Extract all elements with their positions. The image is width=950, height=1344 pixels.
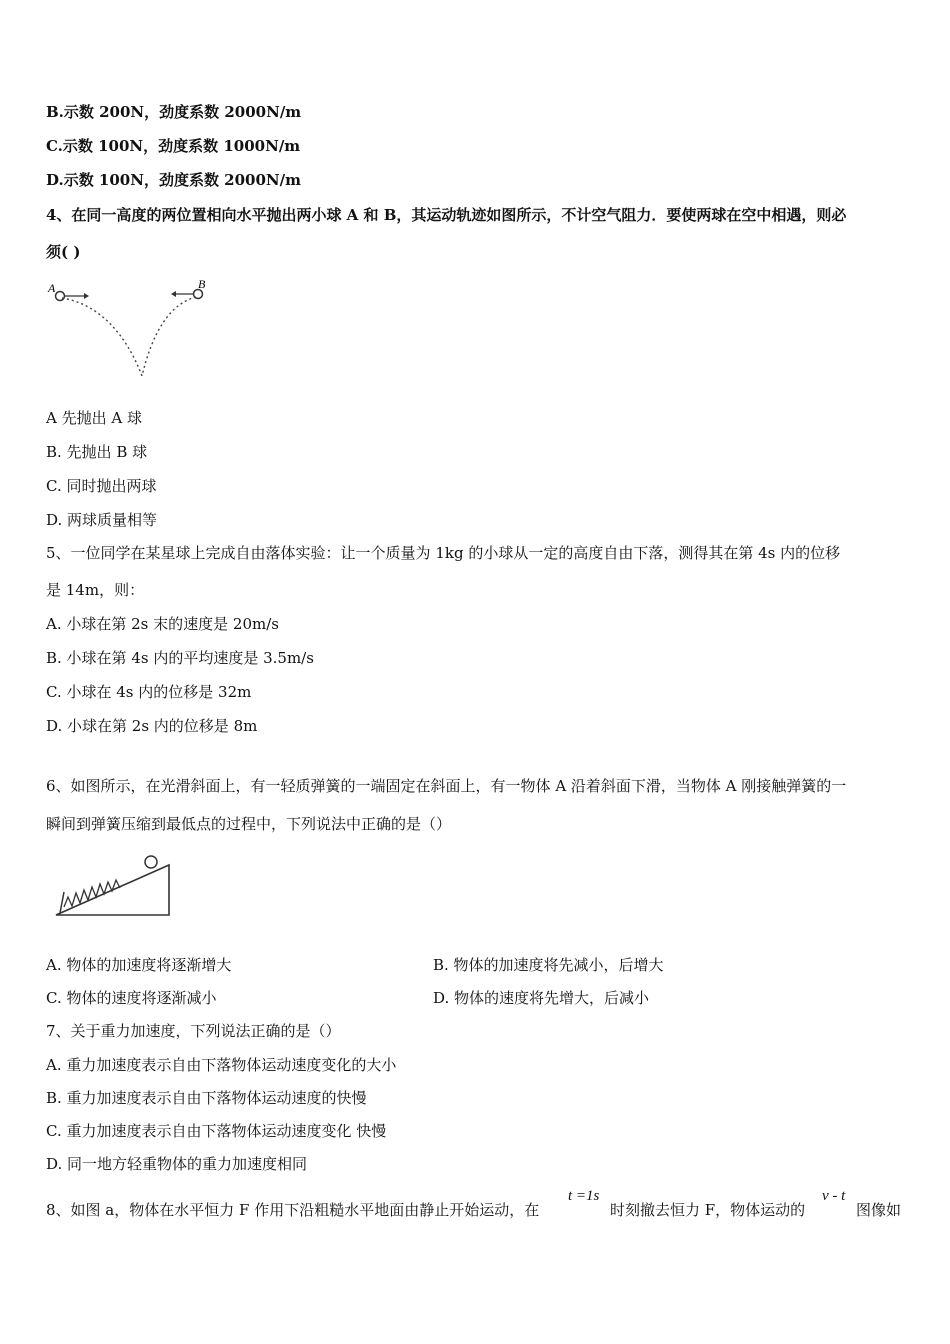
- q4-option-b: B. 先抛出 B 球: [46, 443, 148, 461]
- arrowhead-b: [171, 291, 176, 297]
- figure-label-b: B: [198, 277, 206, 291]
- q5-option-d: D. 小球在第 2s 内的位移是 8m: [46, 717, 258, 735]
- figure-label-a: A: [48, 281, 56, 295]
- q7-option-b: B. 重力加速度表示自由下落物体运动速度的快慢: [46, 1089, 367, 1107]
- incline-spring-figure: [50, 852, 180, 922]
- q7-option-c: C. 重力加速度表示自由下落物体运动速度变化 快慢: [46, 1122, 387, 1140]
- trajectory-a: [62, 298, 142, 376]
- q8-math-vt: v - t: [822, 1188, 846, 1204]
- q5-option-b: B. 小球在第 4s 内的平均速度是 3.5m/s: [46, 649, 314, 667]
- q6-stem-line2: 瞬间到弹簧压缩到最低点的过程中，下列说法中正确的是（）: [46, 815, 452, 833]
- q8-stem-part3: 图像如: [856, 1201, 902, 1219]
- q4-stem-line2: 须( ): [46, 243, 81, 261]
- q3-option-d: D.示数 100N，劲度系数 2000N/m: [46, 171, 301, 189]
- q6-option-a: A. 物体的加速度将逐渐增大: [46, 956, 232, 974]
- q4-option-c: C. 同时抛出两球: [46, 477, 157, 495]
- q6-option-d: D. 物体的速度将先增大，后减小: [433, 989, 650, 1007]
- spring: [64, 880, 120, 907]
- object-a: [145, 856, 157, 868]
- q4-stem-line1: 4、在同一高度的两位置相向水平抛出两小球 A 和 B，其运动轨迹如图所示，不计空气阻力．要使两球在空中相遇，则必: [46, 206, 847, 224]
- spring-wall: [60, 892, 64, 913]
- q3-option-c: C.示数 100N，劲度系数 1000N/m: [46, 137, 301, 155]
- trajectory-b: [142, 297, 196, 376]
- q7-option-d: D. 同一地方轻重物体的重力加速度相同: [46, 1155, 308, 1173]
- q4-option-a: A 先抛出 A 球: [46, 409, 142, 427]
- q7-option-a: A. 重力加速度表示自由下落物体运动速度变化的大小: [46, 1056, 397, 1074]
- arrowhead-a: [84, 293, 89, 299]
- q6-stem-line1: 6、如图所示，在光滑斜面上，有一轻质弹簧的一端固定在斜面上，有一物体 A 沿着斜面下滑，当物体 A 刚接触弹簧的一: [46, 777, 847, 795]
- q7-stem: 7、关于重力加速度，下列说法正确的是（）: [46, 1022, 341, 1040]
- q8-math-t: t =1s: [568, 1188, 600, 1204]
- projectile-figure: [44, 276, 224, 386]
- q5-option-a: A. 小球在第 2s 末的速度是 20m/s: [46, 615, 279, 633]
- q4-option-d: D. 两球质量相等: [46, 511, 158, 529]
- q8-stem-part2: 时刻撤去恒力 F，物体运动的: [610, 1201, 806, 1219]
- q5-stem-line1: 5、一位同学在某星球上完成自由落体实验：让一个质量为 1kg 的小球从一定的高度自由下落，测得其在第 4s 内的位移: [46, 544, 841, 562]
- q8-stem-part1: 8、如图 a，物体在水平恒力 F 作用下沿粗糙水平地面由静止开始运动，在: [46, 1201, 540, 1219]
- q6-option-b: B. 物体的加速度将先减小，后增大: [433, 956, 664, 974]
- q5-option-c: C. 小球在 4s 内的位移是 32m: [46, 683, 252, 701]
- q6-option-c: C. 物体的速度将逐渐减小: [46, 989, 217, 1007]
- q3-option-b: B.示数 200N，劲度系数 2000N/m: [46, 103, 302, 121]
- ball-a: [56, 292, 65, 301]
- q5-stem-line2: 是 14m，则：: [46, 581, 145, 599]
